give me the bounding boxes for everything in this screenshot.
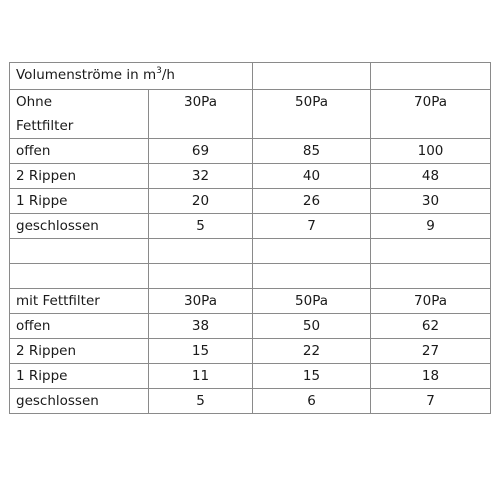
empty-cell	[253, 239, 371, 264]
value-cell: 32	[149, 164, 253, 189]
value-cell: 15	[253, 364, 371, 389]
value-cell: 9	[371, 214, 491, 239]
empty-cell	[371, 63, 491, 90]
table-row	[10, 339, 491, 364]
value-cell: 50	[253, 314, 371, 339]
table-row	[10, 164, 491, 189]
title-row	[10, 63, 491, 90]
value-cell: 7	[371, 389, 491, 414]
value-cell: 48	[371, 164, 491, 189]
value-cell: 22	[253, 339, 371, 364]
spacer-row	[10, 264, 491, 289]
section-label: mit Fettfilter	[10, 289, 149, 314]
table-row	[10, 314, 491, 339]
pressure-header: 30Pa	[149, 90, 253, 139]
value-cell: 5	[149, 389, 253, 414]
empty-cell	[10, 239, 149, 264]
value-cell: 38	[149, 314, 253, 339]
value-cell: 100	[371, 139, 491, 164]
empty-cell	[253, 63, 371, 90]
value-cell: 40	[253, 164, 371, 189]
value-cell: 85	[253, 139, 371, 164]
value-cell: 69	[149, 139, 253, 164]
section-label: Ohne Fettfilter	[10, 90, 149, 139]
section-header-row	[10, 90, 491, 139]
row-label: offen	[10, 139, 149, 164]
table-row	[10, 214, 491, 239]
pressure-header: 70Pa	[371, 90, 491, 139]
section-header-row	[10, 289, 491, 314]
volume-flow-table	[9, 62, 491, 414]
value-cell: 11	[149, 364, 253, 389]
row-label: 2 Rippen	[10, 164, 149, 189]
value-cell: 30	[371, 189, 491, 214]
row-label: geschlossen	[10, 214, 149, 239]
row-label: 2 Rippen	[10, 339, 149, 364]
pressure-header: 50Pa	[253, 289, 371, 314]
value-cell: 5	[149, 214, 253, 239]
row-label: offen	[10, 314, 149, 339]
empty-cell	[253, 264, 371, 289]
table-row	[10, 189, 491, 214]
empty-cell	[149, 239, 253, 264]
value-cell: 62	[371, 314, 491, 339]
value-cell: 26	[253, 189, 371, 214]
empty-cell	[371, 239, 491, 264]
pressure-header: 30Pa	[149, 289, 253, 314]
value-cell: 27	[371, 339, 491, 364]
spacer-row	[10, 239, 491, 264]
table-row	[10, 389, 491, 414]
empty-cell	[10, 264, 149, 289]
row-label: 1 Rippe	[10, 189, 149, 214]
empty-cell	[149, 264, 253, 289]
value-cell: 18	[371, 364, 491, 389]
value-cell: 15	[149, 339, 253, 364]
value-cell: 6	[253, 389, 371, 414]
row-label: 1 Rippe	[10, 364, 149, 389]
value-cell: 20	[149, 189, 253, 214]
row-label: geschlossen	[10, 389, 149, 414]
table-row	[10, 364, 491, 389]
title-superscript: 3	[156, 66, 162, 76]
value-cell: 7	[253, 214, 371, 239]
pressure-header: 50Pa	[253, 90, 371, 139]
table-row	[10, 139, 491, 164]
empty-cell	[371, 264, 491, 289]
pressure-header: 70Pa	[371, 289, 491, 314]
table-title: Volumenströme in $m^3/h$	[10, 63, 253, 90]
